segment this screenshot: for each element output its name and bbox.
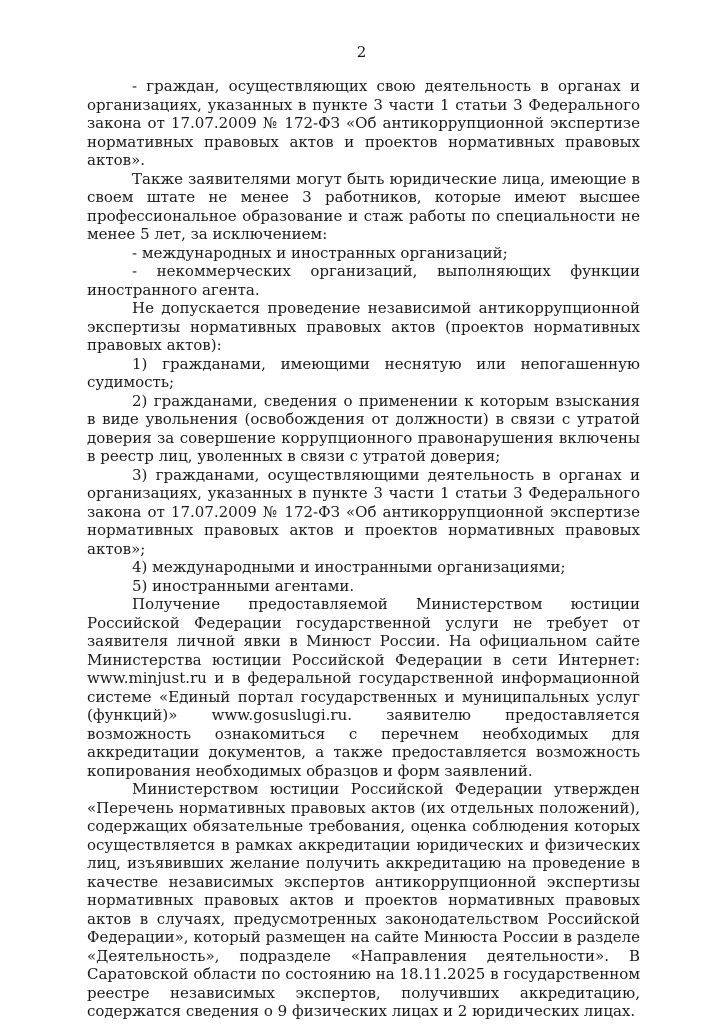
list-item-1: 1) гражданами, имеющими неснятую или непогашенную судимость; <box>87 354 640 391</box>
list-item-4: 4) международными и иностранными организациями; <box>132 558 566 576</box>
paragraph-foreign-agent-nonprofits: - некоммерческих организаций, выполняющих функции иностранного агента. <box>87 262 640 299</box>
paragraph-officials-exclusion: - граждан, осуществляющих свою деятельность в органах и организациях, указанных в пункте 3 части 1 статьи 3 Федерального закона от 17.07.2009 № 172-ФЗ «Об антикоррупционной экспертизе нормативных правовых актов и проектов нормативных правовых актов». <box>87 77 640 169</box>
page-number: 2 <box>356 43 367 61</box>
list-item-2: 2) гражданами, сведения о применении к которым взыскания в виде увольнения (освобождения от должности) в связи с утратой доверия за совершение коррупционного правонарушения включены в реестр лиц, уволенных в связи с утратой доверия; <box>87 391 640 465</box>
document-body <box>87 77 640 1021</box>
list-item-5: 5) иностранными агентами. <box>132 576 355 595</box>
paragraph-state-service-info: Получение предоставляемой Министерством юстиции Российской Федерации государственной услуги не требует от заявителя личной явки в Минюст России. На официальном сайте Министерства юстиции Российской Федерации в сети Интернет: www.minjust.ru и в федеральной государственной информационной системе «Единый портал государственных и муниципальных услуг (функций)» www.gosuslugi.ru. заявителю предоставляется возможность ознакомиться с перечнем необходимых для аккредитации документов, а также предоставляется возможность копирования необходимых образцов и форм заявлений. <box>87 595 640 780</box>
paragraph-regulatory-list: Министерством юстиции Российской Федерации утвержден «Перечень нормативных правовых актов (их отдельных положений), содержащих обязательные требования, оценка соблюдения которых осуществляется в рамках аккредитации юридических и физических лиц, изъявивших желание получить аккредитацию на проведение в качестве независимых экспертов антикоррупционной экспертизы нормативных правовых актов и проектов нормативных правовых актов в случаях, предусмотренных законодательством Российской Федерации», который размещен на сайте Минюста России в разделе «Деятельность», подразделе «Направления деятельности». В Саратовской области по состоянию на 18.11.2025 в государственном реестре независимых экспертов, получивших аккредитацию, содержатся сведения о 9 физических лицах и 2 юридических лицах. <box>87 780 640 1020</box>
list-item-3: 3) гражданами, осуществляющими деятельность в органах и организациях, указанных в пункте 3 части 1 статьи 3 Федерального закона от 17.07.2009 № 172-ФЗ «Об антикоррупционной экспертизе нормативных правовых актов и проектов нормативных правовых актов»; <box>87 465 640 558</box>
paragraph-international-organizations: - международных и иностранных организаций; <box>132 243 508 262</box>
paragraph-legal-entities-applicants: Также заявителями могут быть юридические лица, имеющие в своем штате не менее 3 работников, которые имеют высшее профессиональное образование и стаж работы по специальности не менее 5 лет, за исключением: <box>87 169 640 243</box>
paragraph-not-permitted-intro: Не допускается проведение независимой антикоррупционной экспертизы нормативных правовых актов (проектов нормативных правовых актов): <box>87 299 640 354</box>
